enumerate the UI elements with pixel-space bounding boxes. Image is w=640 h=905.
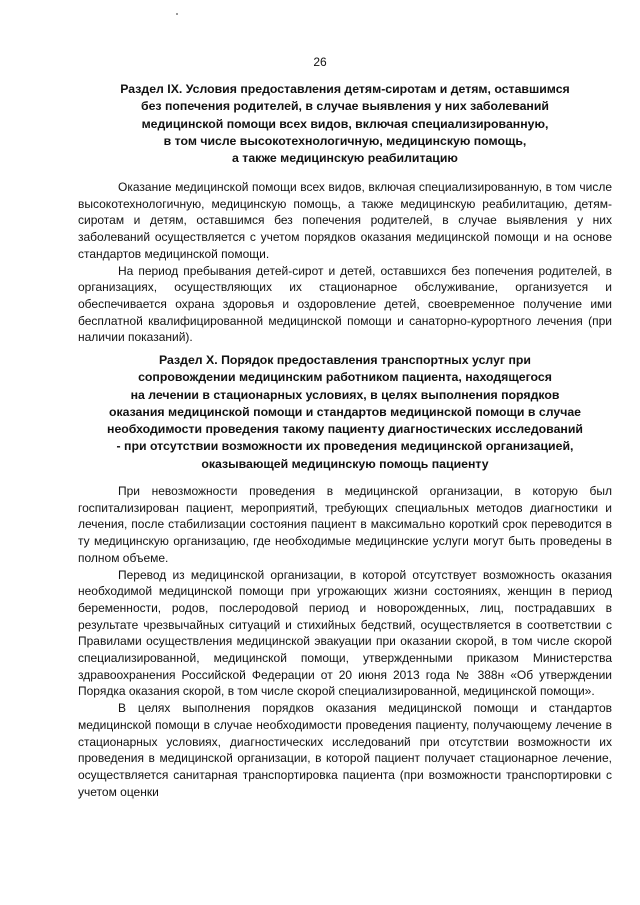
- paragraph: В целях выполнения порядков оказания медицинской помощи и стандартов медицинской помощи в случае необходимости проведения пациенту, получающему лечение в стационарных условиях, диагностических исследований при отсутствии возможности их проведения в медицинской организации, в которой пациент получает стационарное лечение, осуществляется санитарная транспортировка пациента (при возможности транспортировки с учетом оценки: [78, 701, 612, 799]
- heading-line: без попечения родителей, в случае выявления у них заболеваний: [141, 99, 549, 114]
- heading-line: в том числе высокотехнологичную, медицинскую помощь,: [163, 133, 527, 148]
- heading-line: необходимости проведения такому пациенту диагностических исследований: [107, 422, 583, 437]
- heading-line: оказывающей медицинскую помощь пациенту: [201, 456, 489, 471]
- page-number: 26: [313, 55, 327, 69]
- scan-speck: [176, 13, 178, 15]
- section-10-body: [78, 483, 612, 800]
- heading-line: оказания медицинской помощи и стандартов медицинской помощи в случае: [108, 404, 582, 419]
- paragraph: Оказание медицинской помощи всех видов, включая специализированную, в том числе высокотехнологичную, медицинскую помощь, а также медицинскую реабилитацию, детям-сиротам и детям, оставшимся без попечения родителей, в случае выявления у них заболеваний осуществляется с учетом порядков оказания медицинской помощи и на основе стандартов медицинской помощи.: [78, 180, 612, 261]
- heading-line: медицинской помощи всех видов, включая специализированную,: [141, 116, 549, 131]
- section-9-heading: [78, 81, 612, 167]
- paragraph: Перевод из медицинской организации, в которой отсутствует возможность оказания необходимой медицинской помощи при угрожающих жизни состояниях, женщин в период беременности, родов, послеродовой период и новорожденных, лиц, пострадавших в результате чрезвычайных ситуаций и стихийных бедствий, осуществляется в соответствии с Правилами осуществления медицинской эвакуации при оказании скорой, в том числе скорой специализированной, медицинской помощи, утвержденными приказом Министерства здравоохранения Российской Федерации от 20 июня 2013 года № 388н «Об утверждении Порядка оказания скорой, в том числе скорой специализированной, медицинской помощи».: [78, 567, 612, 699]
- heading-line: на лечении в стационарных условиях, в целях выполнения порядков: [130, 387, 560, 402]
- heading-line: Раздел IX. Условия предоставления детям-сиротам и детям, оставшимся: [120, 82, 570, 96]
- heading-line: а также медицинскую реабилитацию: [232, 151, 458, 166]
- paragraph: На период пребывания детей-сирот и детей, оставшихся без попечения родителей, в организациях, осуществляющих их стационарное обслуживание, организуется и обеспечивается охрана здоровья и оздоровление детей, своевременное получение ими бесплатной квалифицированной медицинской помощи и санаторно-курортного лечения (при наличии показаний).: [78, 263, 612, 345]
- heading-line: сопровождении медицинским работником пациента, находящегося: [138, 370, 552, 385]
- heading-line: Раздел X. Порядок предоставления транспортных услуг при: [159, 353, 531, 367]
- heading-line: - при отсутствии возможности их проведения медицинской организацией,: [116, 439, 574, 454]
- section-10-heading: [78, 352, 612, 473]
- paragraph: При невозможности проведения в медицинской организации, в которую был госпитализирован пациент, мероприятий, требующих специальных методов диагностики и лечения, после стабилизации состояния пациент в максимально короткий срок переводится в ту медицинскую организацию, где необходимые медицинские услуги могут быть проведены в полном объеме.: [78, 484, 612, 565]
- section-9-body: [78, 179, 612, 346]
